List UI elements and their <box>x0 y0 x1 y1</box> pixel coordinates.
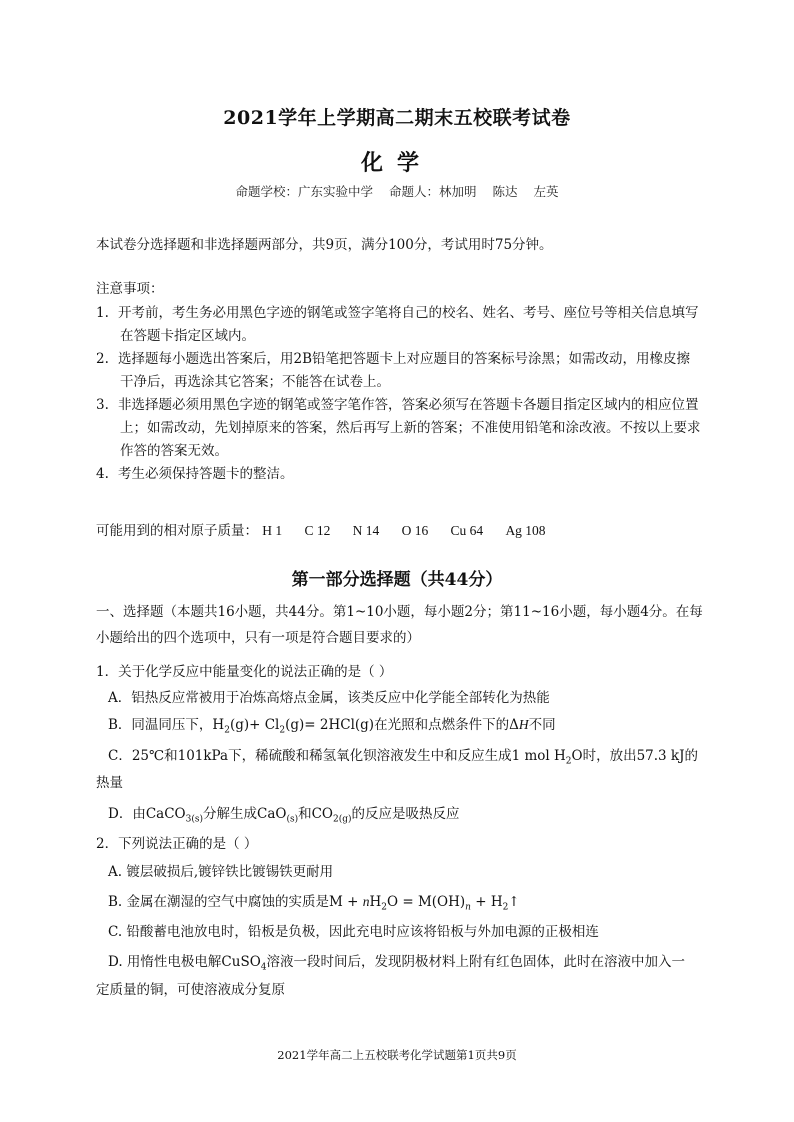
school-label: 命题学校：广东实验中学 <box>235 184 373 199</box>
atomic-mass: H 1 <box>262 523 283 538</box>
option-d: D. 用惰性电极电解CuSO$_4$溶液一段时间后，发现阴极材料上附有红色固体，此时在溶液中加入一 <box>108 954 685 973</box>
atomic-mass: O 16 <box>401 523 429 538</box>
option-d-continued: 定质量的铜，可使溶液成分复原 <box>96 982 285 998</box>
note-item <box>96 463 702 486</box>
author-line <box>0 182 794 200</box>
note-number: 4. <box>96 466 109 482</box>
page-footer: 2021学年高二上五校联考化学试题第1页共9页 <box>277 1048 517 1062</box>
note-item <box>96 302 702 348</box>
option-c-continued: 热量 <box>96 775 123 791</box>
subject-title: 化学 <box>360 150 433 176</box>
note-text: 考生必须保持答题卡的整洁。 <box>118 466 294 482</box>
note-text: 选择题每小题选出答案后，用2B铅笔把答题卡上对应题目的答案标号涂黑；如需改动，用橡皮擦干净后，再选涂其它答案；不能答在试卷上。 <box>118 351 691 390</box>
option-d: D．由CaCO$_{3(s)}$分解生成CaO$_{(s)}$和$CO_{2(g)}$的反应是吸热反应 <box>108 806 460 825</box>
question-stem: 1．关于化学反应中能量变化的说法正确的是（ ） <box>96 664 393 680</box>
question-stem: 2．下列说法正确的是（ ） <box>96 836 258 852</box>
note-number: 1. <box>96 305 109 321</box>
exam-intro: 本试卷分选择题和非选择题两部分，共9页，满分100分，考试用时75分钟。 <box>96 237 553 253</box>
option-c: C．25℃和101kPa下，稀硫酸和稀氢氧化钡溶液发生中和反应生成1 mol $H_2O$时，放出57.3 kJ的 <box>108 748 699 767</box>
author-name: 左英 <box>533 184 559 199</box>
authors-label: 命题人：林加明 <box>388 184 477 199</box>
note-text: 非选择题必须用黑色字迹的钢笔或签字笔作答，答案必须写在答题卡各题目指定区域内的相应位置上；如需改动，先划掉原来的答案，然后再写上新的答案；不准使用铅笔和涂改液。不按以上要求作答的答案无效。 <box>118 397 701 459</box>
atomic-masses <box>96 519 564 539</box>
part-title: 第一部分选择题（共44分） <box>291 570 503 590</box>
option-a: A．铝热反应常被用于冶炼高熔点金属，该类反应中化学能全部转化为热能 <box>108 690 550 706</box>
notes-title: 注意事项： <box>96 281 164 297</box>
option-a: A. 镀层破损后,镀锌铁比镀锡铁更耐用 <box>108 864 334 880</box>
note-number: 2. <box>96 351 109 367</box>
exam-title: 2021学年上学期高二期末五校联考试卷 <box>223 107 571 129</box>
note-item <box>96 394 702 463</box>
atomic-mass: N 14 <box>352 523 380 538</box>
atomic-mass: Cu 64 <box>450 523 484 538</box>
option-c: C. 铅酸蓄电池放电时，铅板是负极，因此充电时应该将铅板与外加电源的正极相连 <box>108 924 599 940</box>
author-name: 陈达 <box>492 184 518 199</box>
atomic-mass: Ag 108 <box>505 523 546 538</box>
note-item <box>96 348 702 394</box>
note-number: 3. <box>96 397 109 413</box>
atomic-masses-label: 可能用到的相对原子质量： <box>96 523 258 539</box>
atomic-mass: C 12 <box>304 523 331 538</box>
section-instructions: 一、选择题（本题共16小题，共44分。第1~10小题，每小题2分；第11~16小题，每小题4分。在每小题给出的四个选项中，只有一项是符合题目要求的） <box>96 604 703 646</box>
option-b: B．同温同压下，$H_2(g)+ Cl_2(g)= 2HCl(g)$在光照和点燃条件下的ΔH不同 <box>108 717 556 736</box>
option-b: B. 金属在潮湿的空气中腐蚀的实质是$M + nH_2O = M(OH)_n$ + $H_2↑$ <box>108 894 520 913</box>
note-text: 开考前，考生务必用黑色字迹的钢笔或签字笔将自己的校名、姓名、考号、座位号等相关信息填写在答题卡指定区域内。 <box>118 305 699 344</box>
